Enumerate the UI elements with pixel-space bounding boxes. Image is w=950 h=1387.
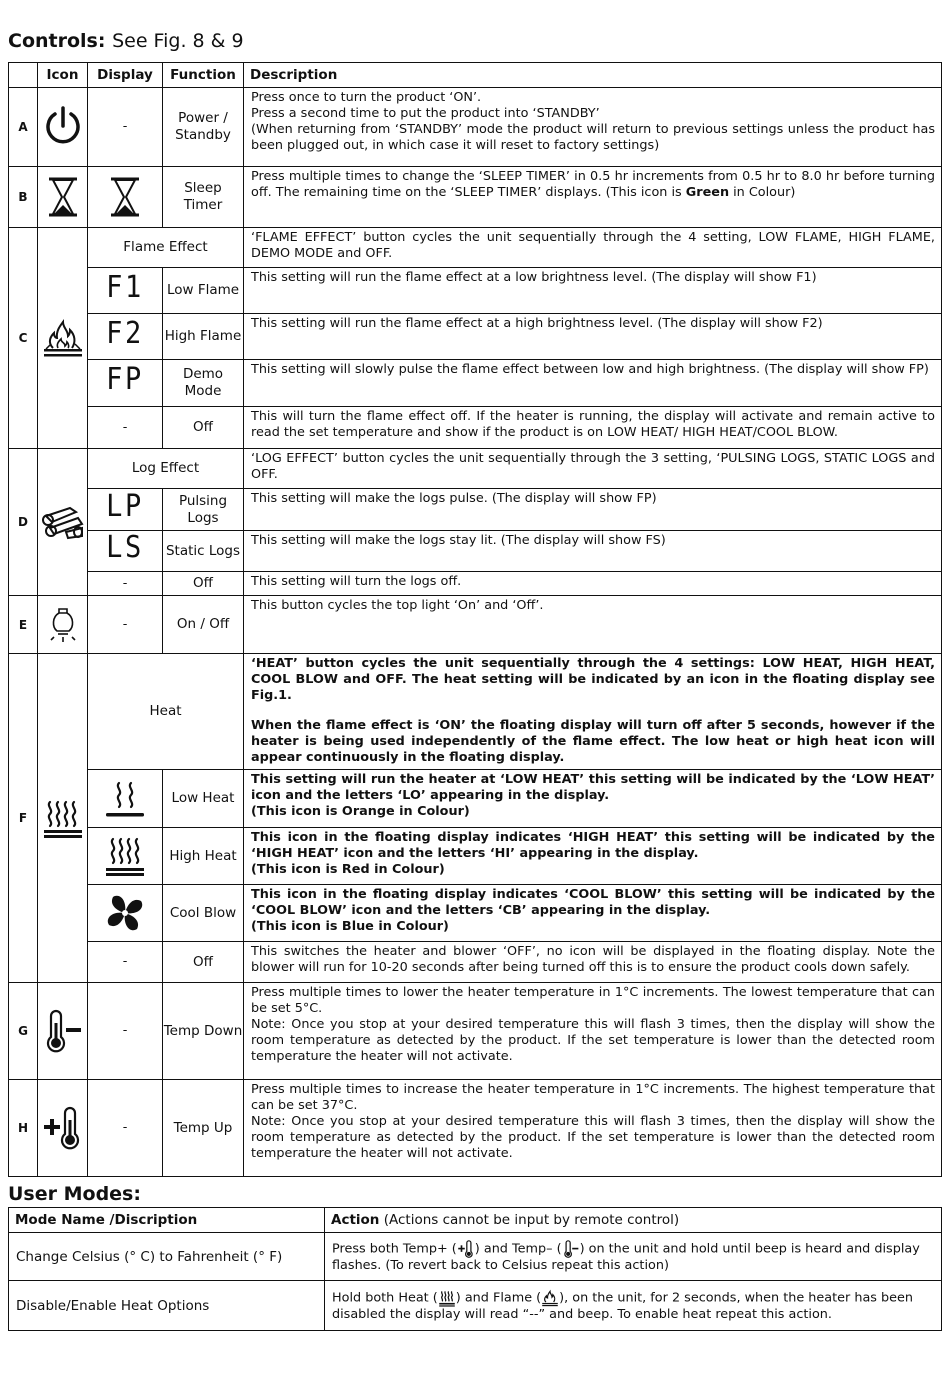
controls-header-row xyxy=(9,63,942,88)
logs-icon xyxy=(40,502,86,542)
description: This setting will make the logs pulse. (The display will show FP) xyxy=(244,489,942,531)
power-icon xyxy=(42,105,84,149)
function-label: High Flame xyxy=(163,314,244,360)
header-action xyxy=(325,1208,942,1233)
description-text: in Colour) xyxy=(729,185,796,200)
mode-name: Disable/Enable Heat Options xyxy=(9,1281,325,1331)
display-cell xyxy=(88,885,163,942)
description xyxy=(244,770,942,828)
display-code: FP xyxy=(106,362,144,397)
display-cell xyxy=(88,268,163,314)
action-text: ) and Temp– ( xyxy=(474,1241,562,1256)
table-row-c-sub xyxy=(9,314,942,360)
action-text: Hold both Heat ( xyxy=(332,1290,438,1305)
hourglass-icon xyxy=(107,176,143,218)
function-label: Cool Blow xyxy=(163,885,244,942)
table-row-g xyxy=(9,983,942,1080)
description-line: Note: Once you stop at your desired temperature this will flash 3 times, then the display will show the room temperature as detected by the product. If the set temperature is lower than the detected room temperature the heater will not activate. xyxy=(251,1017,935,1064)
header-action-bold: Action xyxy=(331,1212,380,1228)
description: This setting will slowly pulse the flame effect between low and high brightness. (The display will show FP) xyxy=(244,360,942,407)
icon-cell xyxy=(38,654,88,983)
display-value: - xyxy=(88,596,163,654)
table-row-a xyxy=(9,88,942,167)
description-line: (This icon is Orange in Colour) xyxy=(251,804,470,819)
display-code: F1 xyxy=(106,269,144,305)
description: ‘LOG EFFECT’ button cycles the unit sequentially through the 3 setting, ‘PULSING LOGS, STATIC LOGS and OFF. xyxy=(244,449,942,489)
description-gap xyxy=(251,704,935,718)
table-row-d-sub xyxy=(9,572,942,596)
display-value: - xyxy=(88,983,163,1080)
heat-icon xyxy=(438,1289,456,1307)
description: This setting will run the flame effect at a high brightness level. (The display will show F2) xyxy=(244,314,942,360)
header-display: Display xyxy=(88,63,163,88)
function-label: Demo Mode xyxy=(163,360,244,407)
function-label: On / Off xyxy=(163,596,244,654)
description xyxy=(244,1080,942,1177)
display-cell xyxy=(88,360,163,407)
description xyxy=(244,654,942,770)
header-icon: Icon xyxy=(38,63,88,88)
table-row-f-sub xyxy=(9,942,942,983)
user-modes-table xyxy=(8,1207,942,1331)
description: This setting will run the flame effect at a low brightness level. (The display will show F1) xyxy=(244,268,942,314)
description xyxy=(244,828,942,885)
description xyxy=(244,983,942,1080)
function-label: Heat xyxy=(88,654,244,770)
row-letter: A xyxy=(9,88,38,167)
icon-cell xyxy=(38,167,88,228)
row-letter: B xyxy=(9,167,38,228)
header-mode: Mode Name /Discription xyxy=(9,1208,325,1233)
icon-cell xyxy=(38,449,88,596)
action-text: ) on the unit and hold until beep is heard and display flashes. (To revert back to Celsius repeat this action) xyxy=(332,1241,920,1273)
description-line: Press once to turn the product ‘ON’. xyxy=(251,90,482,105)
function-label: Static Logs xyxy=(163,531,244,572)
display-code: LS xyxy=(106,530,144,565)
row-letter: H xyxy=(9,1080,38,1177)
row-letter: G xyxy=(9,983,38,1080)
row-letter: F xyxy=(9,654,38,983)
description-line: Note: Once you stop at your desired temperature this will flash 3 times, then the display will show the room temperature as detected by the product. If the set temperature is lower than the detected room temperature the heater will not activate. xyxy=(251,1114,935,1161)
description-line: When the flame effect is ‘ON’ the floating display will turn off after 5 seconds, however if the heater is being used independently of the flame effect. The low heat or high heat icon will appear continuously in the floating display. xyxy=(251,718,935,765)
temp-up-icon xyxy=(457,1240,475,1258)
description: This setting will make the logs stay lit. (The display will show FS) xyxy=(244,531,942,572)
table-row-f-sub xyxy=(9,770,942,828)
display-cell xyxy=(88,531,163,572)
description-line: This icon in the floating display indicates ‘HIGH HEAT’ this setting will be indicated by the ‘HIGH HEAT’ icon and the letters ‘HI’ appearing in the display. xyxy=(251,830,935,861)
flame-icon xyxy=(41,316,85,360)
table-row-c-sub xyxy=(9,360,942,407)
icon-cell xyxy=(38,228,88,449)
description-line: (This icon is Red in Colour) xyxy=(251,862,445,877)
controls-title-bold: Controls: xyxy=(8,30,106,52)
controls-title xyxy=(8,30,244,52)
function-label: Log Effect xyxy=(88,449,244,489)
mode-name: Change Celsius (° C) to Fahrenheit (° F) xyxy=(9,1233,325,1281)
high-heat-icon xyxy=(103,834,147,878)
description-line: This icon in the floating display indicates ‘COOL BLOW’ this setting will be indicated by the ‘COOL BLOW’ icon and the letters ‘CB’ appearing in the display. xyxy=(251,887,935,918)
table-row-e xyxy=(9,596,942,654)
table-row-c-sub xyxy=(9,407,942,449)
description-line: (This icon is Blue in Colour) xyxy=(251,919,449,934)
table-row-h xyxy=(9,1080,942,1177)
display-value: - xyxy=(88,1080,163,1177)
heat-icon xyxy=(41,796,85,840)
table-row xyxy=(9,1281,942,1331)
description: This switches the heater and blower ‘OFF’, no icon will be displayed in the floating display. Note the blower will run for 10-20 seconds after being turned off this is to ensure the product cools down safely. xyxy=(244,942,942,983)
description: ‘FLAME EFFECT’ button cycles the unit sequentially through the 4 setting, LOW FLAME, HIGH FLAME, DEMO MODE and OFF. xyxy=(244,228,942,268)
display-value: - xyxy=(88,572,163,596)
description-line: Press multiple times to lower the heater temperature in 1°C increments. The lowest temperature that can be set 5°C. xyxy=(251,985,935,1016)
table-row-d xyxy=(9,449,942,489)
controls-title-rest: See Fig. 8 & 9 xyxy=(112,30,244,52)
user-modes-title: User Modes: xyxy=(8,1183,141,1205)
display-cell xyxy=(88,314,163,360)
description: This button cycles the top light ‘On’ and ‘Off’. xyxy=(244,596,942,654)
description-bold: Green xyxy=(685,185,730,200)
mode-action xyxy=(325,1281,942,1331)
display-value: - xyxy=(88,88,163,167)
function-label: Flame Effect xyxy=(88,228,244,268)
row-letter: E xyxy=(9,596,38,654)
description-line: Press multiple times to increase the heater temperature in 1°C increments. The highest temperature that can be set 37°C. xyxy=(251,1082,935,1113)
display-value: - xyxy=(88,407,163,449)
icon-cell xyxy=(38,1080,88,1177)
function-label: Low Flame xyxy=(163,268,244,314)
user-modes-header-row xyxy=(9,1208,942,1233)
description: This will turn the flame effect off. If the heater is running, the display will activate and remain active to read the set temperature and show if the product is on LOW HEAT/ HIGH HEAT/COOL BLOW. xyxy=(244,407,942,449)
function-label: High Heat xyxy=(163,828,244,885)
display-code: F2 xyxy=(106,315,144,351)
function-label: Off xyxy=(163,407,244,449)
hourglass-icon xyxy=(45,176,81,218)
row-letter: C xyxy=(9,228,38,449)
table-row-f-sub xyxy=(9,828,942,885)
table-row xyxy=(9,1233,942,1281)
icon-cell xyxy=(38,596,88,654)
description-text: Press multiple times to change the ‘SLEEP TIMER’ in 0.5 hr increments from 0.5 hr to 8.0 hr before turning off. The remaining time on the ‘SLEEP TIMER’ displays. (This icon is xyxy=(251,169,935,200)
description xyxy=(244,167,942,228)
table-row-f-sub xyxy=(9,885,942,942)
description xyxy=(244,88,942,167)
function-label: Temp Up xyxy=(163,1080,244,1177)
temp-up-icon xyxy=(41,1106,85,1150)
fan-icon xyxy=(103,891,147,935)
description-line: ‘HEAT’ button cycles the unit sequentially through the 4 settings: LOW HEAT, HIGH HEAT, COOL BLOW and OFF. The heat setting will be indicated by an icon in the floating display see Fig.1. xyxy=(251,656,935,703)
low-heat-icon xyxy=(103,777,147,821)
description xyxy=(244,885,942,942)
table-row-b xyxy=(9,167,942,228)
header-letter xyxy=(9,63,38,88)
function-label: Low Heat xyxy=(163,770,244,828)
table-row-c-sub xyxy=(9,268,942,314)
display-cell xyxy=(88,489,163,531)
table-row-f xyxy=(9,654,942,770)
description-line: This setting will run the heater at ‘LOW HEAT’ this setting will be indicated by the ‘LOW HEAT’ icon and the letters ‘LO’ appearing in the display. xyxy=(251,772,935,803)
table-row-c xyxy=(9,228,942,268)
header-action-rest: (Actions cannot be input by remote control) xyxy=(379,1212,680,1228)
description: This setting will turn the logs off. xyxy=(244,572,942,596)
function-label: Off xyxy=(163,942,244,983)
action-text: Press both Temp+ ( xyxy=(332,1241,457,1256)
controls-table xyxy=(8,62,942,1177)
header-description: Description xyxy=(244,63,942,88)
function-label: Off xyxy=(163,572,244,596)
action-text: ) and Flame ( xyxy=(455,1290,542,1305)
flame-icon xyxy=(541,1289,559,1307)
function-label: Temp Down xyxy=(163,983,244,1080)
temp-down-icon xyxy=(41,1009,85,1053)
display-cell xyxy=(88,770,163,828)
table-row-d-sub xyxy=(9,489,942,531)
display-value: - xyxy=(88,942,163,983)
light-bulb-icon xyxy=(48,605,78,645)
mode-action xyxy=(325,1233,942,1281)
display-cell xyxy=(88,167,163,228)
description-line: Press a second time to put the product into ‘STANDBY’ xyxy=(251,106,600,121)
temp-down-icon xyxy=(562,1240,580,1258)
header-function: Function xyxy=(163,63,244,88)
table-row-d-sub xyxy=(9,531,942,572)
display-cell xyxy=(88,828,163,885)
function-label: Power / Standby xyxy=(163,88,244,167)
row-letter: D xyxy=(9,449,38,596)
function-label: Pulsing Logs xyxy=(163,489,244,531)
description-line: (When returning from ‘STANDBY’ mode the product will return to previous settings unless the product has been plugged out, in which case it will reset to factory settings) xyxy=(251,122,935,153)
function-label: Sleep Timer xyxy=(163,167,244,228)
icon-cell xyxy=(38,983,88,1080)
action-text: ), on the unit, for 2 seconds, when the heater has been disabled the display will read “--” and beep. To enable heat repeat this action. xyxy=(332,1290,913,1322)
icon-cell xyxy=(38,88,88,167)
display-code: LP xyxy=(106,488,144,524)
